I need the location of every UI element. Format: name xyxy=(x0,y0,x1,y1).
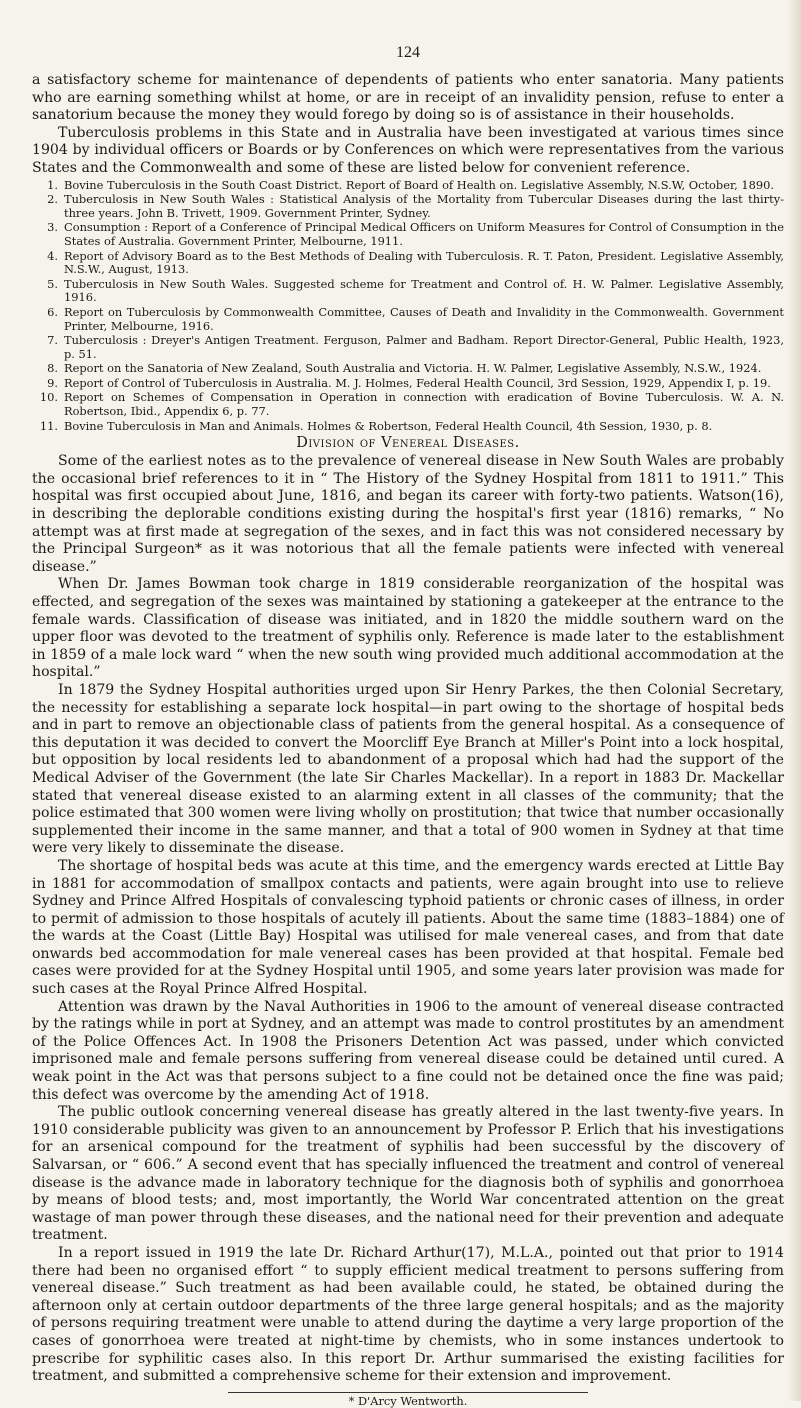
reference-number: 5. xyxy=(47,276,58,291)
reference-item xyxy=(32,250,784,277)
reference-number: 11. xyxy=(39,418,58,433)
reference-text: Report of Advisory Board as to the Best Methods of Dealing with Tuberculosis. R. T. Paton, President. Legislative Assembly, N.S.W., August, 1913. xyxy=(64,248,784,277)
reference-item xyxy=(32,377,784,391)
reference-text: Tuberculosis : Dreyer's Antigen Treatment. Ferguson, Palmer and Badham. Report Director-General, Public Health, 1923, p. 51. xyxy=(64,333,784,361)
reference-number: 2. xyxy=(47,192,58,207)
reference-text: Report on Schemes of Compensation in Operation in connection with eradication of Bovine Tuberculosis. W. A. N. Robertson, Ibid., Appendix 6, p. 77. xyxy=(64,390,784,419)
reference-item xyxy=(32,179,784,193)
body-paragraph: The shortage of hospital beds was acute at this time, and the emergency wards erected at Little Bay in 1881 for accommodation of smallpox contacts and patients, were again brought into use to relieve Sydney and Prince Alfred Hospitals of convalescing typhoid patients or chronic cases of illness, in order to permit of admission to those hospitals of acutely ill patients. About the same time (1883–1884) one of the wards at the Coast (Little Bay) Hospital was utilised for male venereal cases, and from that date onwards bed accommodation for male venereal cases has been provided at that hospital. Female bed cases were provided for at the Sydney Hospital until 1905, and some years later provision was made for such cases at the Royal Prince Alfred Hospital. xyxy=(32,857,784,998)
reference-text: Tuberculosis in New South Wales : Statistical Analysis of the Mortality from Tubercular Diseases during the last thirty-three years. John B. Trivett, 1909. Government Printer, Sydney. xyxy=(64,192,784,220)
body-paragraph: In 1879 the Sydney Hospital authorities urged upon Sir Henry Parkes, the then Colonial Secretary, the necessity for establishing a separate lock hospital—in part owing to the shortage of hospital beds and in part to remove an objectionable class of patients from the general hospital. As a consequence of this deputation it was decided to convert the Moorcliff Eye Branch at Miller's Point into a lock hospital, but opposition by local residents led to abandonment of a proposal which had had the support of the Medical Adviser of the Government (the late Sir Charles Mackellar). In a report in 1883 Dr. Mackellar stated that venereal disease existed to an alarming extent in all classes of the community; that the police estimated that 300 women were living wholly on prostitution; that twice that number occasionally supplemented their income in the same manner, and that a total of 900 women in Sydney at that time were very likely to disseminate the disease. xyxy=(32,681,784,857)
reference-item xyxy=(32,221,784,248)
reference-text: Bovine Tuberculosis in Man and Animals. Holmes & Robertson, Federal Health Council, 4th Session, 1930, p. 8. xyxy=(64,418,713,433)
reference-text: Bovine Tuberculosis in the South Coast District. Report of Board of Health on. Legislative Assembly, N.S.W, October, 1890. xyxy=(64,177,774,192)
reference-text: Report on Tuberculosis by Commonwealth Committee, Causes of Death and Invalidity in the Commonwealth. Government Printer, Melbourne, 1916. xyxy=(64,304,784,333)
reference-item xyxy=(32,334,784,361)
body-paragraph: Attention was drawn by the Naval Authorities in 1906 to the amount of venereal disease contracted by the ratings while in port at Sydney, and an attempt was made to control prostitutes by an amendment of the Police Offences Act. In 1908 the Prisoners Detention Act was passed, under which convicted imprisoned male and female persons suffering from venereal disease could be detained until cured. A weak point in the Act was that persons subject to a fine could not be detained once the fine was paid; this defect was overcome by the amending Act of 1918. xyxy=(32,998,784,1103)
reference-text: Tuberculosis in New South Wales. Suggested scheme for Treatment and Control of. H. W. Palmer. Legislative Assembly, 1916. xyxy=(64,276,784,305)
reference-item xyxy=(32,278,784,305)
reference-item xyxy=(32,193,784,220)
reference-item xyxy=(32,362,784,376)
body-paragraph: When Dr. James Bowman took charge in 1819 considerable reorganization of the hospital was effected, and segregation of the sexes was maintained by stationing a gatekeeper at the entrance to the female wards. Classification of disease was initiated, and in 1820 the middle southern ward on the upper floor was devoted to the treatment of syphilis only. Reference is made later to the establishment in 1859 of a male lock ward “ when the new south wing provided much additional accommodation at the hospital.” xyxy=(32,576,784,681)
footnote-divider xyxy=(228,1392,588,1393)
reference-list xyxy=(32,179,784,434)
reference-number: 10. xyxy=(39,390,58,405)
reference-item xyxy=(32,391,784,418)
intro-paragraph-1: a satisfactory scheme for maintenance of dependents of patients who enter sanatoria. Many patients who are earning something whilst at home, or are in receipt of an invalidity pension, refuse to enter a sanatorium because the money they would forego by doing so is of assistance in their households. xyxy=(32,72,784,124)
reference-number: 6. xyxy=(47,304,58,319)
reference-number: 4. xyxy=(47,248,58,263)
reference-text: Report on the Sanatoria of New Zealand, South Australia and Victoria. H. W. Palmer, Legislative Assembly, N.S.W., 1924. xyxy=(64,361,762,376)
body-paragraph: Some of the earliest notes as to the prevalence of venereal disease in New South Wales are probably the occasional brief references to it in “ The History of the Sydney Hospital from 1811 to 1911.” This hospital was first occupied about June, 1816, and began its career with forty-two patients. Watson(16), in describing the deplorable conditions existing during the hospital's first year (1816) remarks, “ No attempt was at first made at segregation of the sexes, and in fact this was not considered necessary by the Principal Surgeon* as it was notorious that all the female patients were infected with venereal disease.” xyxy=(32,453,784,575)
reference-item xyxy=(32,306,784,333)
page-number: 124 xyxy=(396,44,420,61)
reference-item xyxy=(32,420,784,434)
body-paragraph: In a report issued in 1919 the late Dr. Richard Arthur(17), M.L.A., pointed out that prior to 1914 there had been no organised effort “ to supply efficient medical treatment to persons suffering from venereal disease.” Such treatment as had been available could, he stated, be obtained during the afternoon only at certain outdoor departments of the three large general hospitals; and as the majority of persons requiring treatment were unable to attend during the daytime a very large proportion of the cases of gonorrhoea were treated at night-time by chemists, who in some instances undertook to prescribe for syphilitic cases also. In this report Dr. Arthur summarised the existing facilities for treatment, and submitted a comprehensive scheme for their extension and improvement. xyxy=(32,1244,784,1385)
reference-number: 1. xyxy=(47,177,58,192)
reference-number: 8. xyxy=(47,361,58,376)
body-paragraph: The public outlook concerning venereal disease has greatly altered in the last twenty-five years. In 1910 considerable publicity was given to an announcement by Professor P. Erlich that his investigations for an arsenical compound for the treatment of syphilis had been successful by the discovery of Salvarsan, or “ 606.” A second event that has specially influenced the treatment and control of venereal disease is the advance made in laboratory technique for the diagnosis both of syphilis and gonorrhoea by means of blood tests; and, most importantly, the World War concentrated attention on the great wastage of man power through these diseases, and the national need for their prevention and adequate treatment. xyxy=(32,1104,784,1244)
reference-text: Consumption : Report of a Conference of Principal Medical Officers on Uniform Measures for Control of Consumption in the States of Australia. Government Printer, Melbourne, 1911. xyxy=(64,220,784,248)
section-heading: Division of Venereal Diseases. xyxy=(296,435,520,452)
page-edge-shadow xyxy=(787,0,801,1401)
intro-paragraph-2: Tuberculosis problems in this State and in Australia have been investigated at various times since 1904 by individual officers or Boards or by Conferences on which were representatives from the various States and the Commonwealth and some of these are listed below for convenient reference. xyxy=(32,124,784,176)
reference-number: 9. xyxy=(47,375,58,390)
document-page xyxy=(32,44,784,1408)
footnote: * D'Arcy Wentworth. xyxy=(348,1393,468,1408)
reference-number: 3. xyxy=(47,220,58,235)
reference-number: 7. xyxy=(47,333,58,348)
reference-text: Report of Control of Tuberculosis in Australia. M. J. Holmes, Federal Health Council, 3rd Session, 1929, Appendix I, p. 19. xyxy=(64,375,771,390)
